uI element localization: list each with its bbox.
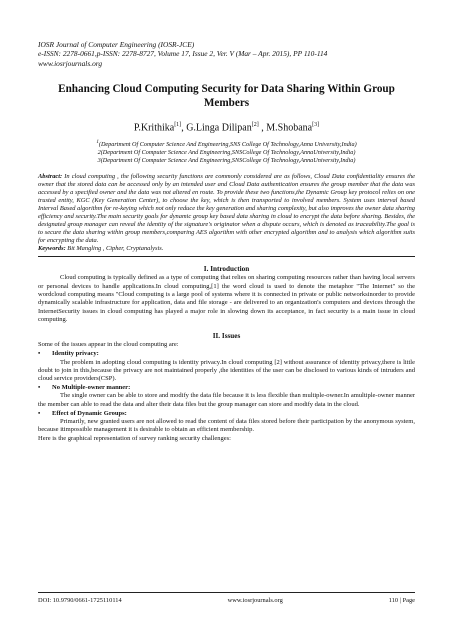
author-ref: [2] xyxy=(251,122,259,129)
journal-issn: e-ISSN: 2278-0661,p-ISSN: 2278-8727, Volume 17, Issue 2, Ver. V (Mar – Apr. 2015), PP 110-114 xyxy=(38,49,328,59)
closing-text: Here is the graphical representation of survey ranking security challenges: xyxy=(38,434,231,442)
author-separator: , xyxy=(181,122,187,134)
keywords-text: Bit Mangling , Cipher, Cryptanalysis. xyxy=(65,245,164,253)
journal-name: IOSR Journal of Computer Engineering (IOSR-JCE) xyxy=(38,40,195,49)
page-footer xyxy=(38,592,415,604)
journal-header xyxy=(38,40,415,68)
affiliation-number: 3 xyxy=(97,156,101,164)
section-heading-introduction: I. Introduction xyxy=(203,265,250,274)
bullet-icon: • xyxy=(38,350,41,358)
author-name: G.Linga Dilipan xyxy=(186,122,252,134)
paper-title: Enhancing Cloud Computing Security for Data Sharing Within Group Members xyxy=(58,83,395,110)
issue-title: Effect of Dynamic Groups: xyxy=(52,409,127,417)
keywords-label: Keywords: xyxy=(38,245,66,253)
list-item xyxy=(38,410,415,418)
author-ref: [3] xyxy=(312,122,320,129)
author-separator: , xyxy=(258,122,267,134)
affiliation: 2(Department Of Computer Science And Engineering,SNSCollege Of Technology,AnnaUniversity,India) xyxy=(97,148,356,156)
affiliations xyxy=(38,138,415,165)
author-name: M.Shobana xyxy=(266,122,313,134)
affiliation-number: 1 xyxy=(96,138,99,145)
journal-url: www.iosrjournals.org xyxy=(38,58,103,68)
abstract xyxy=(38,173,415,245)
bullet-icon: • xyxy=(38,384,41,392)
affiliation: 3(Department Of Computer Science And Engineering,SNSCollege Of Technology,AnnaUniversity,India) xyxy=(97,156,356,164)
issue-text: The single owner can be able to store and modify the data file because it is less flexible than multiple-owner.In amultiple-owner manner the member can able to read the data and alter their data files but the group manager can store and modify data in the cloud. xyxy=(38,392,415,408)
issue-text: Primarily, new granted users are not allowed to read the content of data files stored before their participation by the anonymous system, because itimpossible management it is desirable to obtain an efficient membership. xyxy=(38,418,415,434)
affiliation: $^1$(Department Of Computer Science And Engineering,SNS College Of Technology,Anna University,India) xyxy=(96,138,357,148)
keywords xyxy=(38,245,415,253)
abstract-divider xyxy=(38,256,415,257)
abstract-label: Abstract: xyxy=(38,172,63,180)
bullet-icon: • xyxy=(38,409,41,417)
issue-title: Identity privacy: xyxy=(52,350,99,358)
introduction-paragraph: Cloud computing is typically defined as a type of computing that relies on sharing computing resources rather than having local servers or personal devices to handle applications.In cloud computing,[1] the word cloud is used to denote the metaphor "The Internet" so the wordcloud computing means "Cloud computing is a large pool of systems where it is connected in private or public networksinorder to provide dynamically scalable infrastructure for application, data and file storage - are delivered to an organization's computers and devices through the InternetSecurity issues in cloud computing has played a major role in slowing down its acceptance, in fact security is a main issue in cloud computing. xyxy=(38,274,415,324)
footer-page-number: 110 | Page xyxy=(388,597,415,604)
issues-intro: Some of the issues appear in the cloud computing are: xyxy=(38,341,179,349)
section-heading-issues: II. Issues xyxy=(212,332,241,341)
author-ref: [1] xyxy=(174,122,182,129)
footer-doi: DOI: 10.9790/0661-1725110114 xyxy=(38,597,122,604)
author-name: P.Krithika xyxy=(133,122,175,134)
affiliation-number: 2 xyxy=(97,148,101,156)
author-list xyxy=(38,119,415,134)
issue-title: No Multiple-owner manner: xyxy=(52,384,131,392)
footer-website: www.iosrjournals.org xyxy=(227,597,283,604)
issue-text: The problem in adopting cloud computing is identity privacy.In cloud computing [2] without assurance of identity privacy,there is little doubt to join in this,because the privacy are not maintained properly ,the identities of the user can be disclosed to various kinds of intruders and cloud service providers(CSP). xyxy=(38,358,415,383)
list-item xyxy=(38,350,415,358)
list-item xyxy=(38,384,415,392)
abstract-text: In cloud computing , the following security functions are commonly considered are as follows, Cloud Data confidentiality ensures the owner that the stored data can be accessed only by an intended user and Cloud Data authentication ensures the group member that the data was accessed by a specified owner and the data was not altered en route. To provide these two functions,the Dynamic Group key protocol relies on one trusted entity, KGC (Key Generation Center), to choose the key, which is then transported to involved members. System uses interval based Interval Based algorithm for re-keying which not only reduce the key generation and sharing complexity, but also improves the owner data sharing efficiency and security.The main security goals for dynamic group key based data sharing in cloud to encrypt the data before sharing. Besides, the designated group manager can reveal the identity of the signature's originator when a dispute occurs, which is denoted as traceability.The goal is to secure the data sharing within group members,comparing AES algorithm with other encrypted algorithm and to analysis which algorithm suits for encrypting the data. xyxy=(38,172,415,245)
